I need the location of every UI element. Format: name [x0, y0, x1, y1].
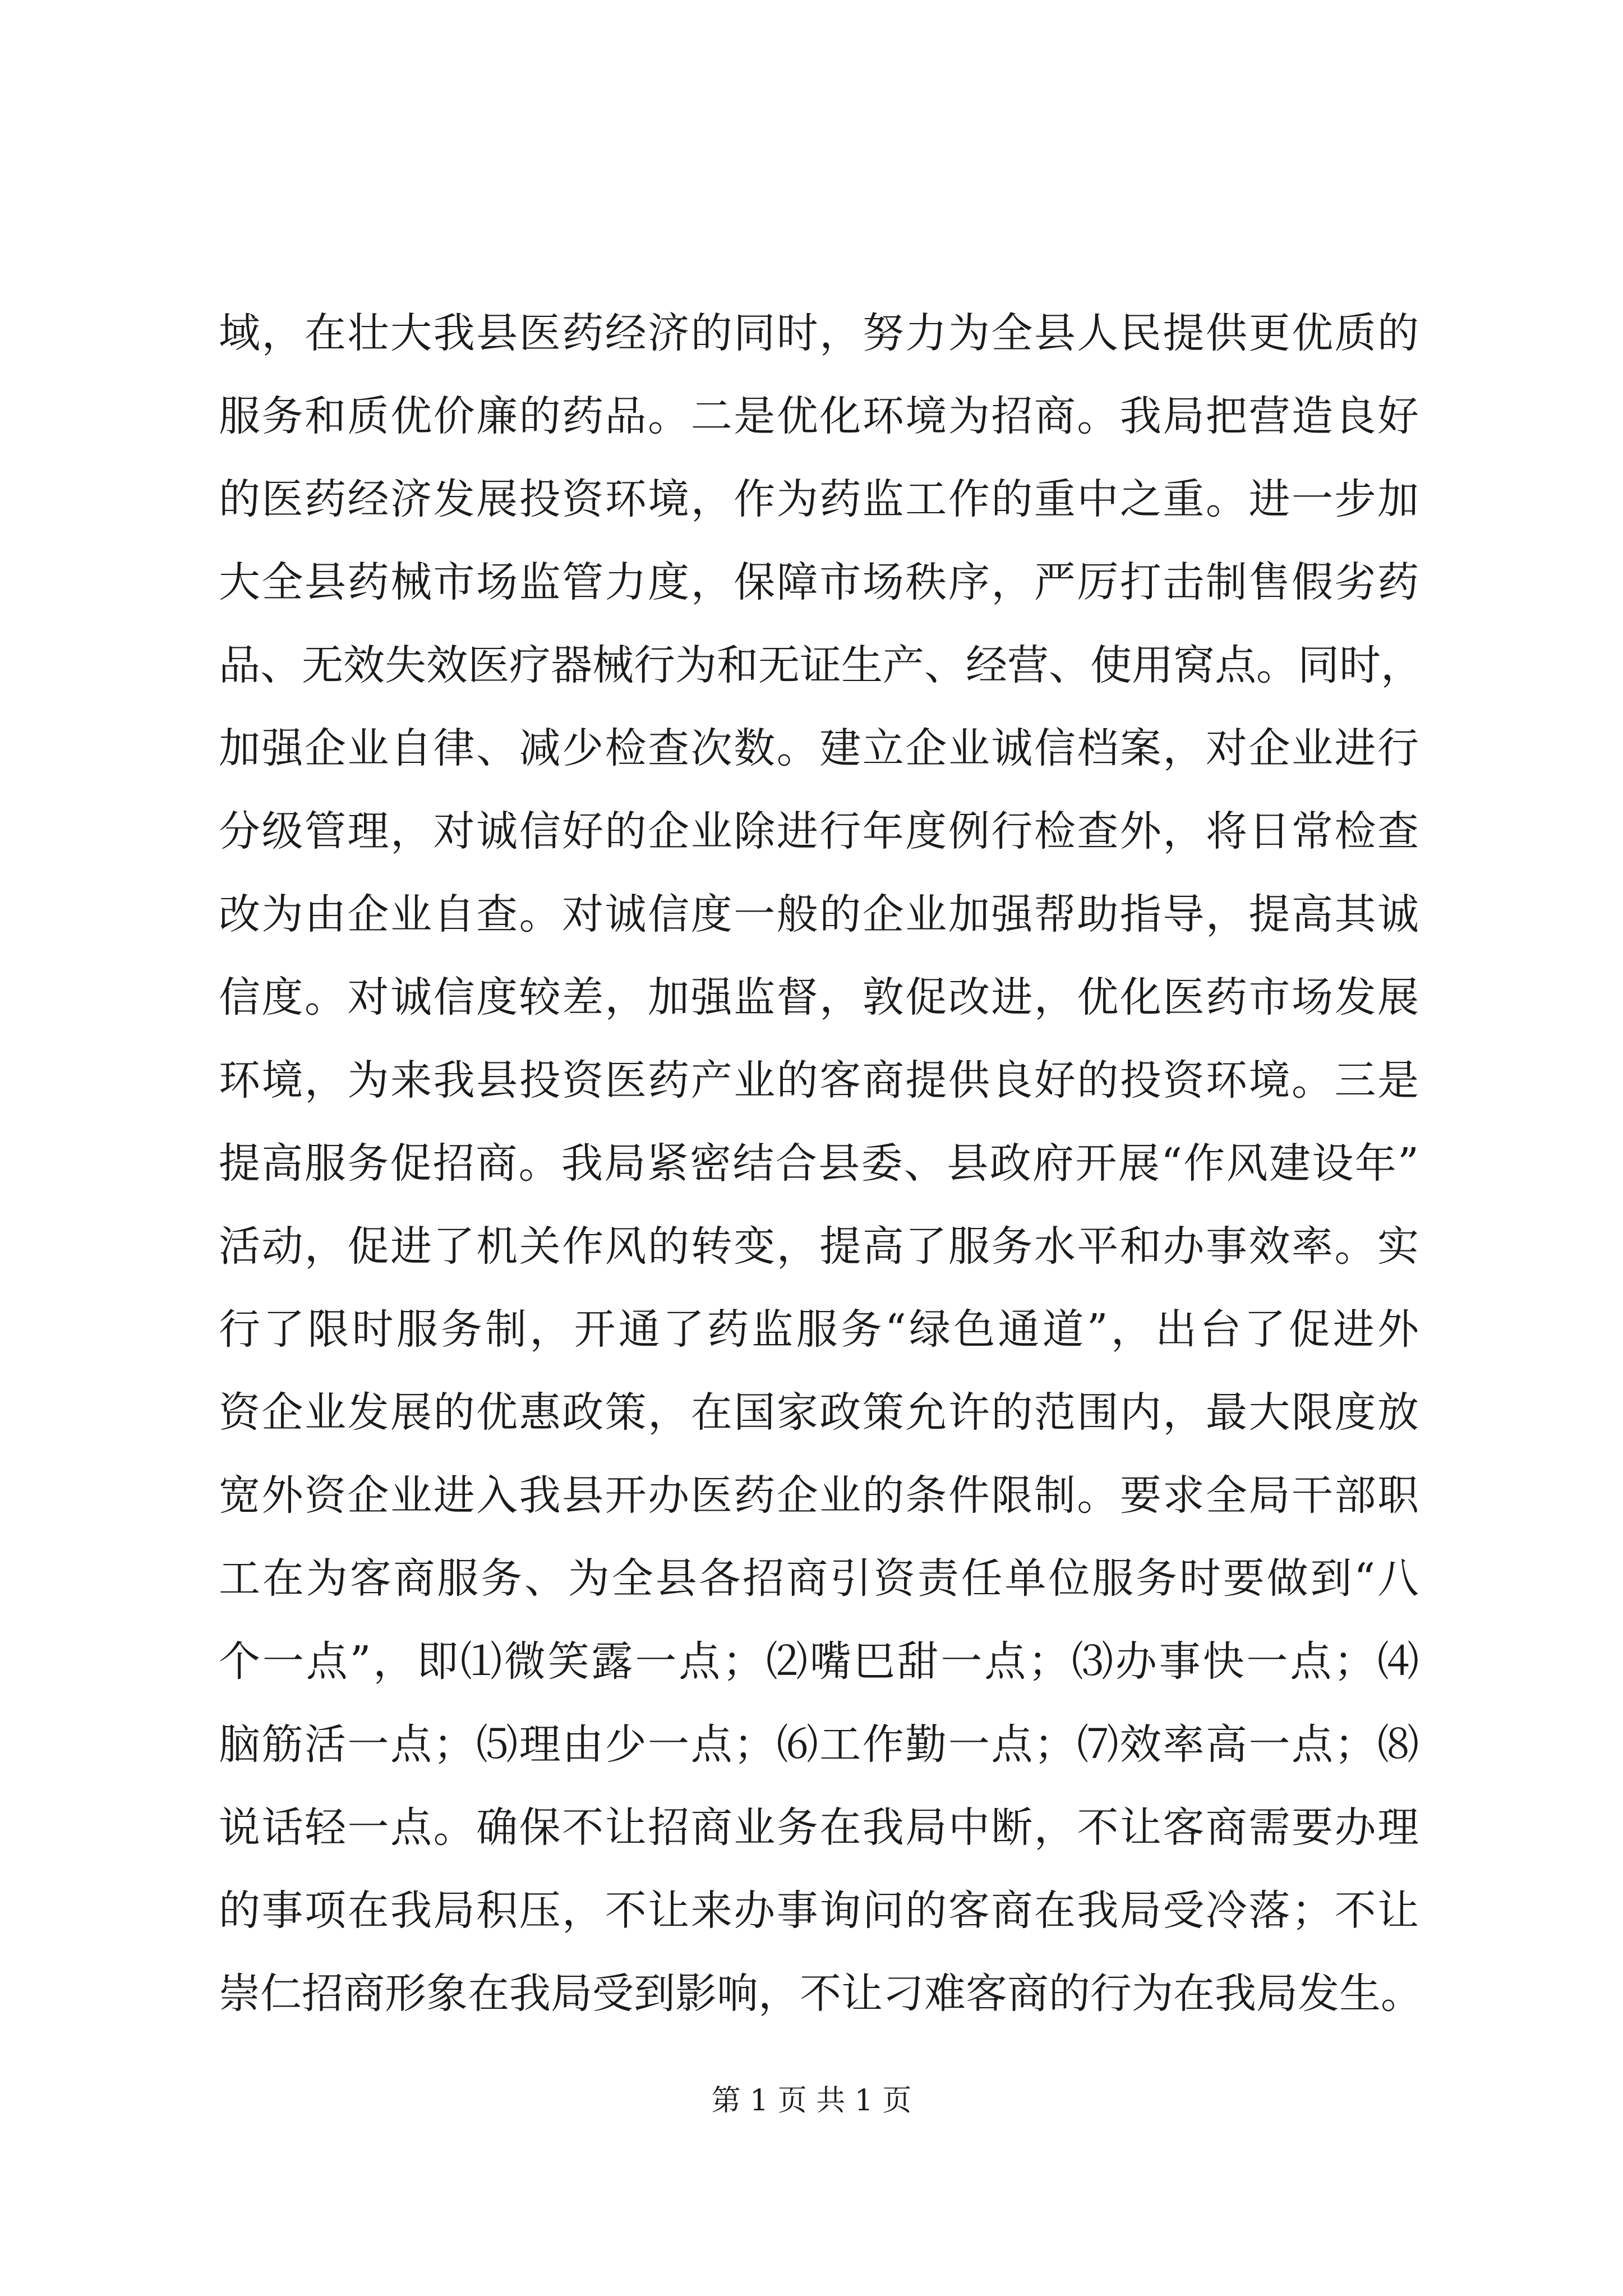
text-line: 的事项在我局积压，不让来办事询问的客商在我局受冷落；不让: [219, 1887, 1419, 1935]
text-line: 服务和质优价廉的药品。二是优化环境为招商。我局把营造良好: [219, 392, 1419, 440]
text-line: 品、无效失效医疗器械行为和无证生产、经营、使用窝点。同时，: [219, 641, 1422, 689]
text-line: 环境，为来我县投资医药产业的客商提供良好的投资环境。三是: [219, 1056, 1419, 1105]
page-footer: 第 1 页 共 1 页: [711, 2084, 912, 2118]
text-line: 行了限时服务制，开通了药监服务“绿色通道”，出台了促进外: [219, 1305, 1419, 1354]
text-line: 资企业发展的优惠政策，在国家政策允许的范围内，最大限度放: [219, 1388, 1419, 1437]
text-line: 域，在壮大我县医药经济的同时，努力为全县人民提供更优质的: [219, 309, 1419, 357]
text-line: 大全县药械市场监管力度，保障市场秩序，严厉打击制售假劣药: [219, 558, 1419, 606]
text-line: 的医药经济发展投资环境，作为药监工作的重中之重。进一步加: [219, 475, 1419, 523]
text-line: 工在为客商服务、为全县各招商引资责任单位服务时要做到“八: [219, 1554, 1419, 1603]
text-line: 活动，促进了机关作风的转变，提高了服务水平和办事效率。实: [219, 1222, 1419, 1271]
body-text: [219, 292, 1422, 2035]
text-line: 个一点”，即⑴微笑露一点；⑵嘴巴甜一点；⑶办事快一点；⑷: [219, 1637, 1419, 1686]
text-line: 提高服务促招商。我局紧密结合县委、县政府开展“作风建设年”: [219, 1139, 1419, 1188]
text-line: 宽外资企业进入我县开办医药企业的条件限制。要求全局干部职: [219, 1471, 1419, 1520]
text-line: 说话轻一点。确保不让招商业务在我局中断，不让客商需要办理: [219, 1803, 1419, 1852]
text-line: 崇仁招商形象在我局受到影响，不让刁难客商的行为在我局发生。: [219, 1970, 1422, 2018]
text-line: 信度。对诚信度较差，加强监督，敦促改进，优化医药市场发展: [219, 973, 1419, 1022]
text-line: 分级管理，对诚信好的企业除进行年度例行检查外，将日常检查: [219, 807, 1419, 855]
text-line: 改为由企业自查。对诚信度一般的企业加强帮助指导，提高其诚: [219, 890, 1419, 938]
text-line: 加强企业自律、减少检查次数。建立企业诚信档案，对企业进行: [219, 724, 1419, 772]
text-line: 脑筋活一点；⑸理由少一点；⑹工作勤一点；⑺效率高一点；⑻: [219, 1720, 1419, 1769]
